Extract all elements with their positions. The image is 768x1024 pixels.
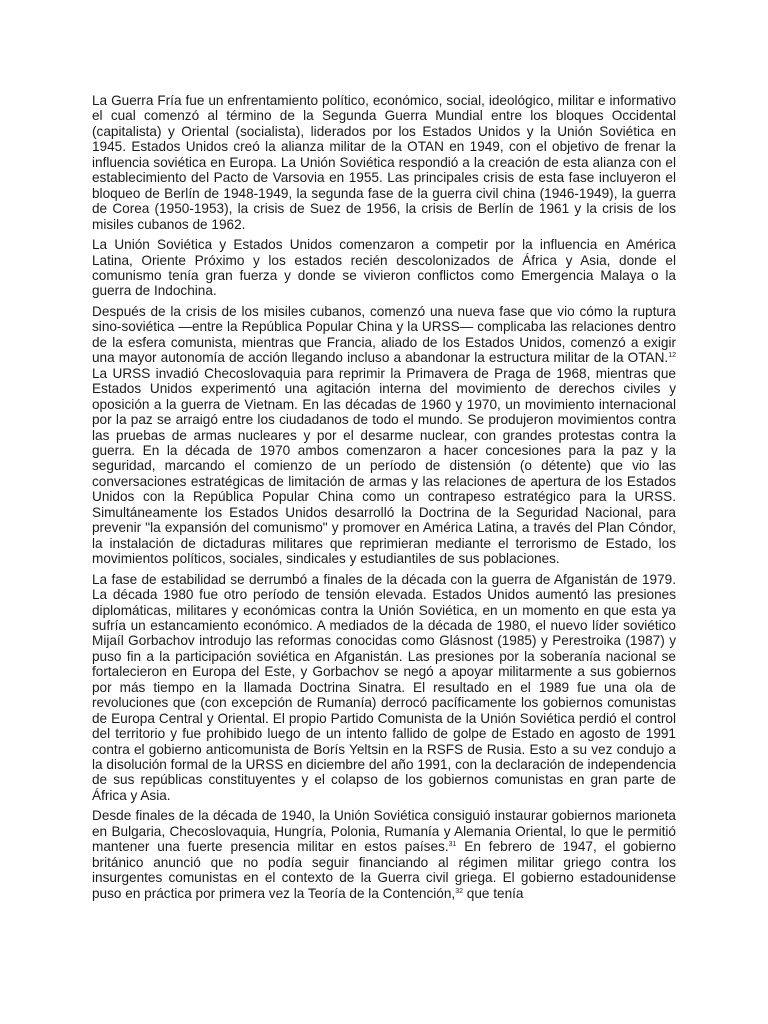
paragraph-text: que tenía (463, 885, 524, 901)
paragraph-text: La URSS invadió Checoslovaquia para reprimir la Primavera de Praga de 1968, mientras que Estados Unidos experimentó una agitación interna del movimiento de derechos civiles y oposición a la guerra de Vietnam. En las décadas de 1960 y 1970, un movimiento internacional por la paz se arraigó entre los ciudadanos de todo el mundo. Se produjeron movimientos contra las pruebas de armas nucleares y por el desarme nuclear, con grandes protestas contra la guerra. En la década de 1970 ambos comenzaron a hacer concesiones para la paz y la seguridad, marcando el comienzo de un período de distensión (o détente) que vio las conversaciones estratégicas de limitación de armas y las relaciones de apertura de los Estados Unidos con la República Popular China como un contrapeso estratégico para la URSS. Simultáneamente los Estados Unidos desarrolló la Doctrina de la Seguridad Nacional, para prevenir "la expansión del comunismo" y promover en América Latina, a través del Plan Cóndor, la instalación de dictaduras militares que reprimieran mediante el terrorismo de Estado, los movimientos políticos, sociales, sindicales y estudiantiles de sus poblaciones. (92, 365, 676, 567)
paragraph-4 (92, 572, 676, 804)
footnote-ref-31[interactable]: 31 (448, 841, 457, 849)
paragraph-3 (92, 304, 676, 567)
paragraph-text: Desde finales de la década de 1940, la Unión Soviética consiguió instaurar gobiernos marioneta en Bulgaria, Checoslovaquia, Hungría, Polonia, Rumanía y Alemania Oriental, lo que le permitió mantener una fuerte presencia militar en estos países. (92, 808, 676, 855)
paragraph-1 (92, 93, 676, 232)
paragraph-5 (92, 808, 676, 901)
paragraph-2 (92, 237, 676, 299)
paragraph-text: La fase de estabilidad se derrumbó a finales de la década con la guerra de Afganistán de 1979. La década 1980 fue otro período de tensión elevada. Estados Unidos aumentó las presiones diplomáticas, militares y económicas contra la Unión Soviética, en un momento en que esta ya sufría un estancamiento económico. A mediados de la década de 1980, el nuevo líder soviético Mijaíl Gorbachov introdujo las reformas conocidas como Glásnost (1985) y Perestroika (1987) y puso fin a la participación soviética en Afganistán. Las presiones por la soberanía nacional se fortalecieron en Europa del Este, y Gorbachov se negó a apoyar militarmente a sus gobiernos por más tiempo en la llamada Doctrina Sinatra. El resultado en el 1989 fue una ola de revoluciones que (con excepción de Rumanía) derrocó pacíficamente los gobiernos comunistas de Europa Central y Oriental. El propio Partido Comunista de la Unión Soviética perdió el control del territorio y fue prohibido luego de un intento fallido de golpe de Estado en agosto de 1991 contra el gobierno anticomunista de Borís Yeltsin en la RSFS de Rusia. Esto a su vez condujo a la disolución formal de la URSS en diciembre del año 1991, con la declaración de independencia de sus repúblicas constituyentes y el colapso de los gobiernos comunistas en gran parte de África y Asia. (92, 571, 676, 803)
paragraph-text: En febrero de 1947, el gobierno británico anunció que no podía seguir financiando al régimen militar griego contra los insurgentes comunistas en el contexto de la Guerra civil griega. El gobierno estadounidense puso en práctica por primera vez la Teoría de la Contención, (92, 839, 676, 901)
footnote-ref-32[interactable]: 32 (455, 887, 464, 895)
paragraph-text: La Guerra Fría fue un enfrentamiento político, económico, social, ideológico, militar e informativo el cual comenzó al término de la Segunda Guerra Mundial entre los bloques Occidental (capitalista) y Oriental (socialista), liderados por los Estados Unidos y la Unión Soviética en 1945. Estados Unidos creó la alianza militar de la OTAN en 1949, con el objetivo de frenar la influencia soviética en Europa. La Unión Soviética respondió a la creación de esta alianza con el establecimiento del Pacto de Varsovia en 1955. Las principales crisis de esta fase incluyeron el bloqueo de Berlín de 1948-1949, la segunda fase de la guerra civil china (1946-1949), la guerra de Corea (1950-1953), la crisis de Suez de 1956, la crisis de Berlín de 1961 y la crisis de los misiles cubanos de 1962. (92, 93, 676, 232)
paragraph-text: La Unión Soviética y Estados Unidos comenzaron a competir por la influencia en América Latina, Oriente Próximo y los estados recién descolonizados de África y Asia, donde el comunismo tenía gran fuerza y donde se vivieron conflictos como Emergencia Malaya o la guerra de Indochina. (92, 237, 676, 299)
document-page (92, 93, 676, 906)
footnote-ref-12[interactable]: 12 (668, 352, 676, 360)
paragraph-text: Después de la crisis de los misiles cubanos, comenzó una nueva fase que vio cómo la ruptura sino-soviética —entre la República Popular China y la URSS— complicaba las relaciones dentro de la esfera comunista, mientras que Francia, aliado de los Estados Unidos, comenzó a exigir una mayor autonomía de acción llegando incluso a abandonar la estructura militar de la OTAN. (92, 303, 676, 366)
